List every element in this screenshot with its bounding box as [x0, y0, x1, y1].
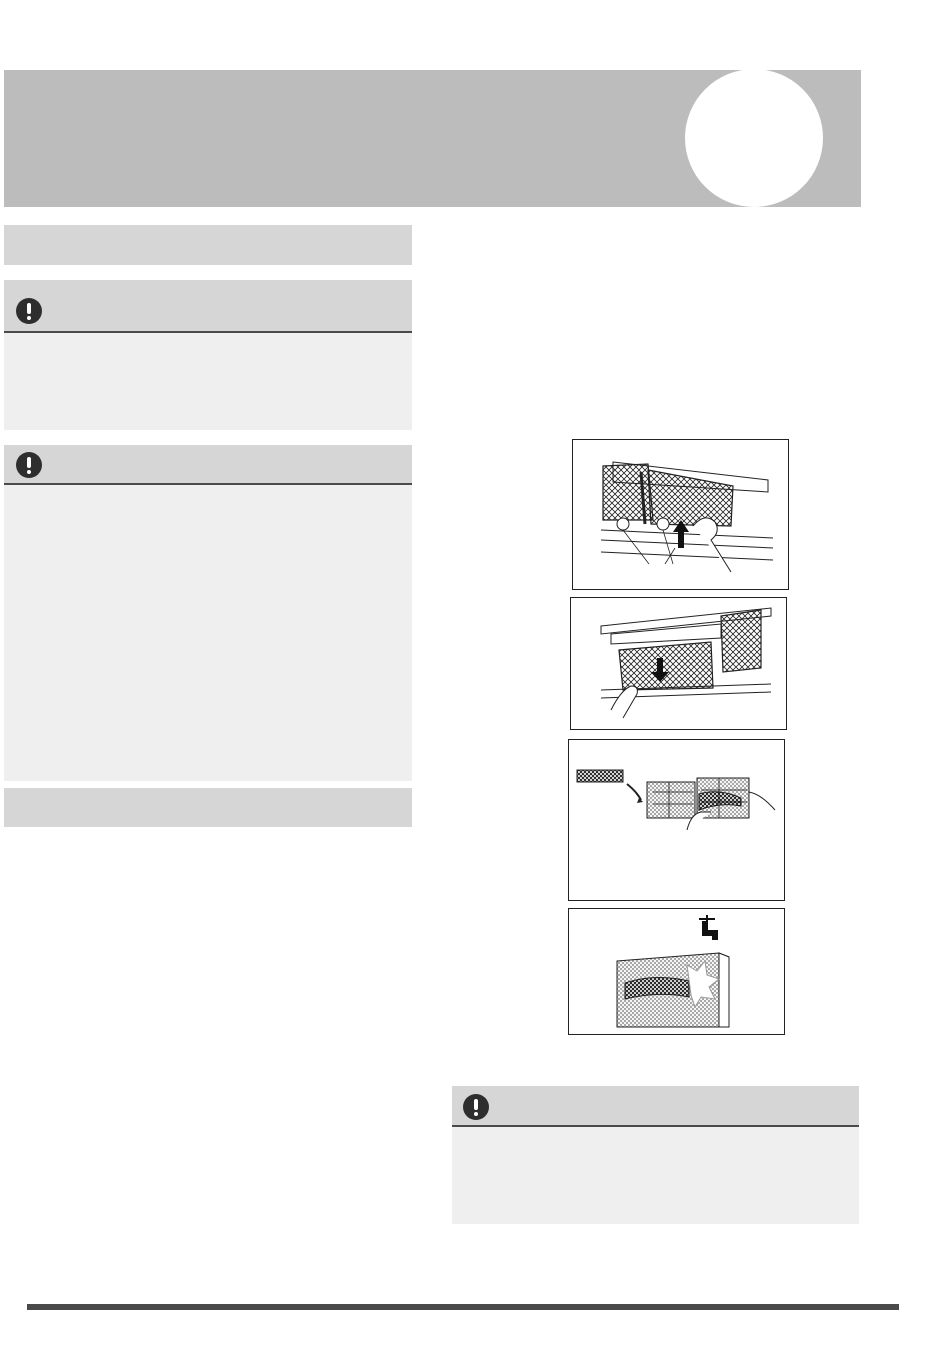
notice-body: [452, 1127, 859, 1224]
footer-rule: [27, 1304, 899, 1310]
notice-body: [4, 485, 412, 781]
filter-separate-illustration: [568, 739, 785, 901]
notice-header: [4, 280, 412, 333]
notice-header: [4, 445, 412, 485]
exclamation-icon: [463, 1094, 489, 1120]
exclamation-icon: [16, 298, 42, 324]
exclamation-icon: [16, 452, 42, 478]
header-circle-badge: [685, 69, 823, 207]
section-title-bar: [4, 788, 412, 827]
section-title-bar: [4, 225, 412, 265]
notice-body: [4, 333, 412, 430]
filter-pull-down-illustration: [570, 597, 787, 730]
filter-lift-illustration: [572, 439, 789, 590]
filter-wash-illustration: [568, 908, 785, 1035]
notice-header: [452, 1086, 859, 1127]
